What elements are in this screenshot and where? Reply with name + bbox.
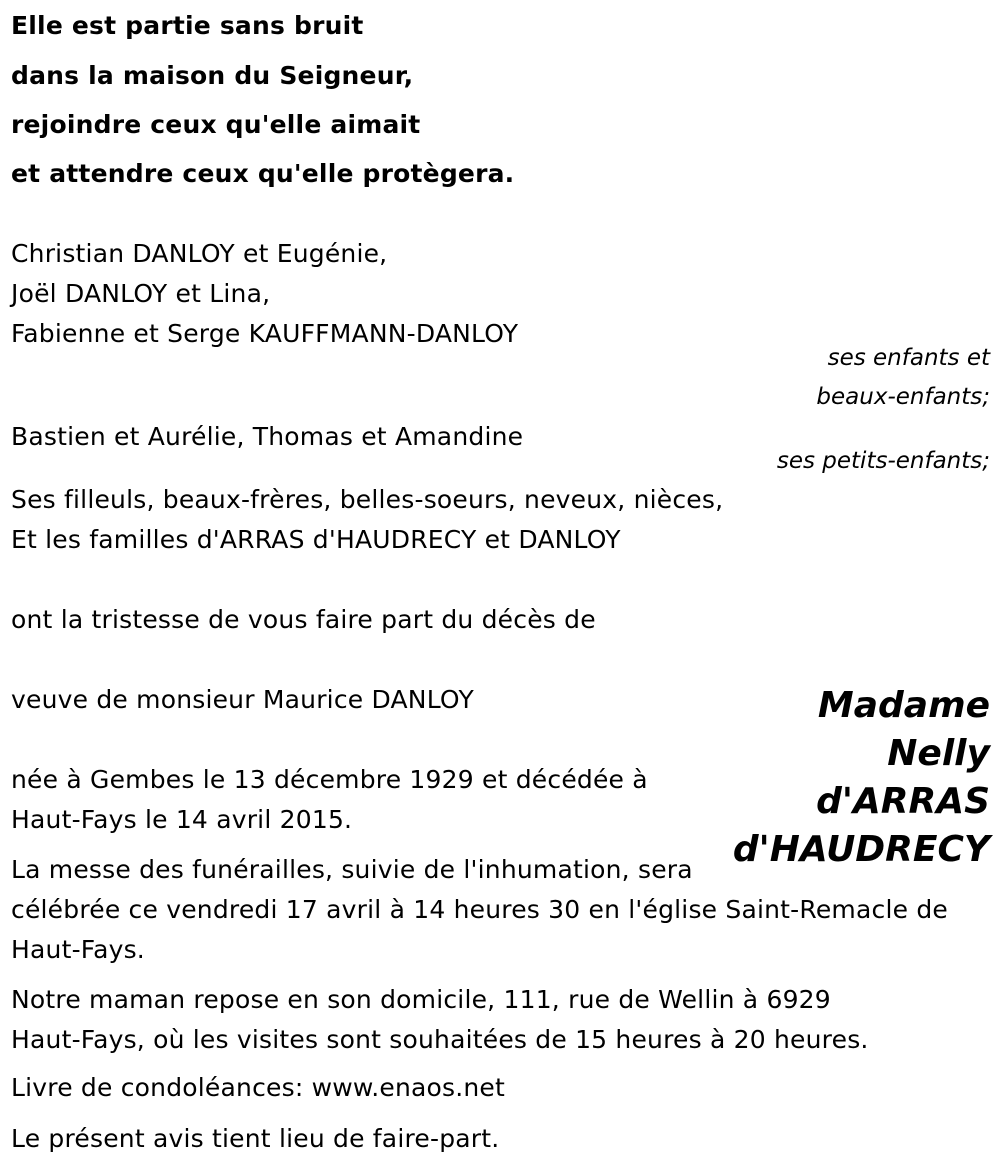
deceased-name-line: d'HAUDRECY	[732, 829, 990, 870]
children-line: Fabienne et Serge KAUFFMANN-DANLOY	[11, 319, 519, 348]
birth-death-line: Haut-Fays le 14 avril 2015.	[11, 805, 353, 834]
funeral-line: célébrée ce vendredi 17 avril à 14 heures 30 en l'église Saint-Remacle de	[11, 895, 948, 924]
birth-death-line: née à Gembes le 13 décembre 1929 et décédée à	[11, 765, 648, 794]
announcement: ont la tristesse de vous faire part du décès de	[11, 605, 596, 634]
grandchildren-line: Bastien et Aurélie, Thomas et Amandine	[11, 422, 524, 451]
funeral-line: La messe des funérailles, suivie de l'inhumation, sera	[11, 855, 693, 884]
others-line: Ses filleuls, beaux-frères, belles-soeurs, neveux, nièces,	[11, 485, 724, 514]
poem-line: et attendre ceux qu'elle protègera.	[11, 159, 515, 188]
deceased-name-line: Nelly	[887, 733, 990, 774]
funeral-line: Haut-Fays.	[11, 935, 145, 964]
children-relation: ses enfants et	[827, 345, 990, 371]
visits-line: Notre maman repose en son domicile, 111, rue de Wellin à 6929	[11, 985, 831, 1014]
poem-line: rejoindre ceux qu'elle aimait	[11, 110, 421, 139]
poem-line: Elle est partie sans bruit	[11, 11, 364, 40]
poem-line: dans la maison du Seigneur,	[11, 61, 414, 90]
condolences-line: Livre de condoléances: www.enaos.net	[11, 1073, 506, 1102]
others-line: Et les familles d'ARRAS d'HAUDRECY et DANLOY	[11, 525, 621, 554]
visits-line: Haut-Fays, où les visites sont souhaitées de 15 heures à 20 heures.	[11, 1025, 869, 1054]
grandchildren-relation: ses petits-enfants;	[776, 448, 990, 474]
deceased-name-line: d'ARRAS	[816, 781, 990, 822]
deceased-name-line: Madame	[817, 685, 990, 726]
closing-line: Le présent avis tient lieu de faire-part.	[11, 1124, 500, 1153]
children-line: Christian DANLOY et Eugénie,	[11, 239, 388, 268]
children-relation: beaux-enfants;	[816, 384, 990, 410]
widow-of: veuve de monsieur Maurice DANLOY	[11, 685, 474, 714]
children-line: Joël DANLOY et Lina,	[11, 279, 271, 308]
deceased-name	[690, 682, 990, 874]
